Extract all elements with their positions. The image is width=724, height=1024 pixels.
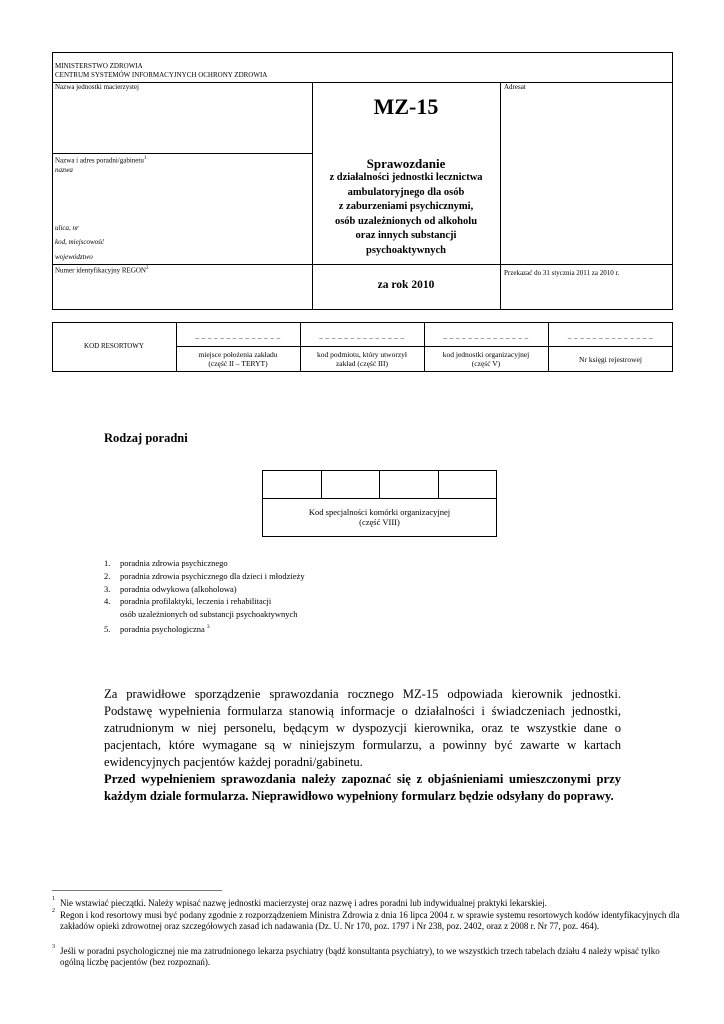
code-caption-0-l2: (część II – TERYT) bbox=[208, 359, 268, 368]
title-line-1: z działalności jednostki lecznictwa bbox=[329, 172, 483, 183]
codes-row-divider bbox=[176, 346, 673, 347]
list-item-sup: 3 bbox=[206, 623, 210, 630]
spec-code-caption bbox=[262, 507, 497, 527]
footnote-3: Jeśli w poradni psychologicznej nie ma zatrudnionego lekarza psychiatry (bądź konsultanta psychiatry), to we wszystkich trzech tabelach działu 4 należy wpisać tylko ogólną liczbę pacjentów (bez rozpoznań). bbox=[60, 946, 660, 967]
title-line-0: Sprawozdanie bbox=[366, 156, 446, 171]
parent-unit-label: Nazwa jednostki macierzystej bbox=[55, 83, 139, 91]
code-caption-0-l1: miejsce położenia zakładu bbox=[198, 350, 278, 359]
list-item-text: poradnia zdrowia psychicznego dla dzieci i młodzieży bbox=[120, 570, 305, 581]
code-caption-2-l2: (część V) bbox=[471, 359, 501, 368]
street-label: ulica, nr bbox=[55, 224, 79, 232]
title-line-2: ambulatoryjnego dla osób bbox=[347, 186, 465, 198]
deadline-label: Przekazać do 31 stycznia 2011 za 2010 r. bbox=[504, 269, 620, 277]
list-item-num: 4. bbox=[104, 596, 111, 607]
list-item-num: 2. bbox=[104, 570, 111, 581]
code-field-0[interactable]: _ _ _ _ _ _ _ _ _ _ _ _ _ _ bbox=[195, 332, 281, 340]
code-caption-1-l2: zakład (część III) bbox=[335, 359, 389, 368]
title-line-3: z zaburzeniami psychicznymi, bbox=[338, 201, 474, 212]
ministry-line1: MINISTERSTWO ZDROWIA bbox=[55, 62, 143, 70]
report-title bbox=[312, 156, 500, 258]
footnote-num-3: 3 bbox=[52, 944, 55, 950]
list-item-num: 5. bbox=[104, 623, 111, 634]
list-item bbox=[104, 595, 305, 608]
codes-divider-3 bbox=[548, 322, 549, 372]
footnote-2: Regon i kod resortowy musi być podany zgodnie z rozporządzeniem Ministra Zdrowia z dnia 16 lipca 2004 r. w sprawie systemu resortowych kodów identyfikacyjnych dla zakładów opieki zdrowotnej oraz szczegółowych zasad ich nadawania (Dz. U. Nr 170, poz. 1797 i Nr 238, poz. 2402, oraz z 2008 r. Nr 77, poz. 464). bbox=[60, 910, 680, 931]
clinic-type-heading: Rodzaj poradni bbox=[104, 431, 188, 445]
list-item-text: poradnia psychologiczna bbox=[120, 623, 205, 634]
code-caption-1-l1: kod podmiotu, który utworzył bbox=[317, 350, 407, 359]
postal-label: kod, miejscowość bbox=[55, 238, 104, 246]
spec-code-cell-3[interactable] bbox=[439, 471, 496, 497]
year-label: za rok 2010 bbox=[377, 279, 435, 291]
voivodeship-label: województwo bbox=[55, 253, 93, 261]
form-code: MZ-15 bbox=[373, 94, 439, 119]
responsibility-paragraph: Za prawidłowe sporządzenie sprawozdania rocznego MZ-15 odpowiada kierownik jednostki. Podstawę wypełnienia formularza stanowią informacje o działalności i świadczeniach jednostki, zatrudnionym w niej personelu, będącym w dyspozycji kierownika, oraz te wszystkie dane o pacjentach, które wymagane są w niniejszym formularzu, a powinny być zawarte w kartach ewidencyjnych pacjentów każdej poradni/gabinetu. bbox=[104, 687, 621, 769]
title-line-5: oraz innych substancji bbox=[355, 230, 457, 241]
code-caption-3 bbox=[548, 355, 673, 364]
footnote-num-2: 2 bbox=[52, 908, 55, 914]
list-item bbox=[104, 583, 305, 596]
name-label: nazwa bbox=[55, 166, 73, 174]
code-field-2[interactable]: _ _ _ _ _ _ _ _ _ _ _ _ _ _ bbox=[443, 332, 529, 340]
footnote-1: Nie wstawiać pieczątki. Należy wpisać nazwę jednostki macierzystej oraz nazwę i adres poradni lub indywidualnej praktyki lekarskiej. bbox=[60, 898, 547, 908]
list-item-text: poradnia profilaktyki, leczenia i rehabilitacji bbox=[120, 596, 272, 607]
clinic-label-sup: 1 bbox=[143, 156, 147, 161]
list-item bbox=[104, 557, 305, 570]
regon-label-text: Numer identyfikacyjny REGON bbox=[55, 266, 146, 275]
title-line-4: osób uzależnionych od alkoholu bbox=[334, 215, 478, 227]
list-item bbox=[104, 621, 305, 636]
footnote-num-1: 1 bbox=[52, 896, 55, 902]
list-item bbox=[104, 570, 305, 583]
code-caption-2-l1: kod jednostki organizacyjnej bbox=[442, 350, 530, 359]
clinic-label-text: Nazwa i adres poradni/gabinetu bbox=[55, 156, 144, 165]
title-line-6: psychoaktywnych bbox=[366, 244, 446, 256]
regon-label-sup: 2 bbox=[145, 266, 149, 271]
list-item-text: osób uzależnionych od substancji psychoaktywnych bbox=[120, 609, 298, 620]
footnote-rule bbox=[52, 890, 222, 891]
ministry-line2: CENTRUM SYSTEMÓW INFORMACYJNYCH OCHRONY ZDROWIA bbox=[55, 71, 268, 79]
code-caption-0 bbox=[176, 350, 300, 368]
header-divider-clinic bbox=[52, 153, 312, 154]
list-item-text: poradnia zdrowia psychicznego bbox=[120, 558, 228, 568]
list-item bbox=[104, 608, 305, 621]
clinic-type-list bbox=[104, 557, 305, 636]
spec-code-caption-l2: (część VIII) bbox=[359, 517, 400, 527]
spec-code-caption-l1: Kod specjalności komórki organizacyjnej bbox=[308, 507, 451, 517]
codes-label: KOD RESORTOWY bbox=[84, 342, 144, 350]
spec-code-cell-2[interactable] bbox=[380, 471, 437, 497]
spec-code-cell-1[interactable] bbox=[322, 471, 378, 497]
header-divider-top bbox=[52, 82, 673, 83]
regon-label bbox=[55, 265, 148, 274]
spec-code-row-divider bbox=[262, 498, 497, 499]
clinic-label bbox=[55, 155, 146, 164]
code-field-3[interactable]: _ _ _ _ _ _ _ _ _ _ _ _ _ _ bbox=[567, 332, 654, 340]
list-item-num: 1. bbox=[104, 558, 111, 568]
code-caption-3-l1: Nr księgi rejestrowej bbox=[579, 355, 642, 364]
list-item-num: 3. bbox=[104, 583, 111, 594]
address-label: Adresat bbox=[504, 83, 526, 91]
code-field-1[interactable]: _ _ _ _ _ _ _ _ _ _ _ _ _ _ bbox=[319, 332, 405, 340]
header-divider-right bbox=[500, 82, 501, 310]
list-item-text: poradnia odwykowa (alkoholowa) bbox=[120, 583, 237, 594]
code-caption-1 bbox=[300, 350, 424, 368]
instruction-paragraph: Przed wypełnieniem sprawozdania należy zapoznać się z objaśnieniami umieszczonymi przy każdym dziale formularza. Nieprawidłowo wypełniony formularz będzie odsyłany do poprawy. bbox=[104, 772, 621, 803]
code-caption-2 bbox=[424, 350, 548, 368]
spec-code-cell-0[interactable] bbox=[263, 471, 320, 497]
